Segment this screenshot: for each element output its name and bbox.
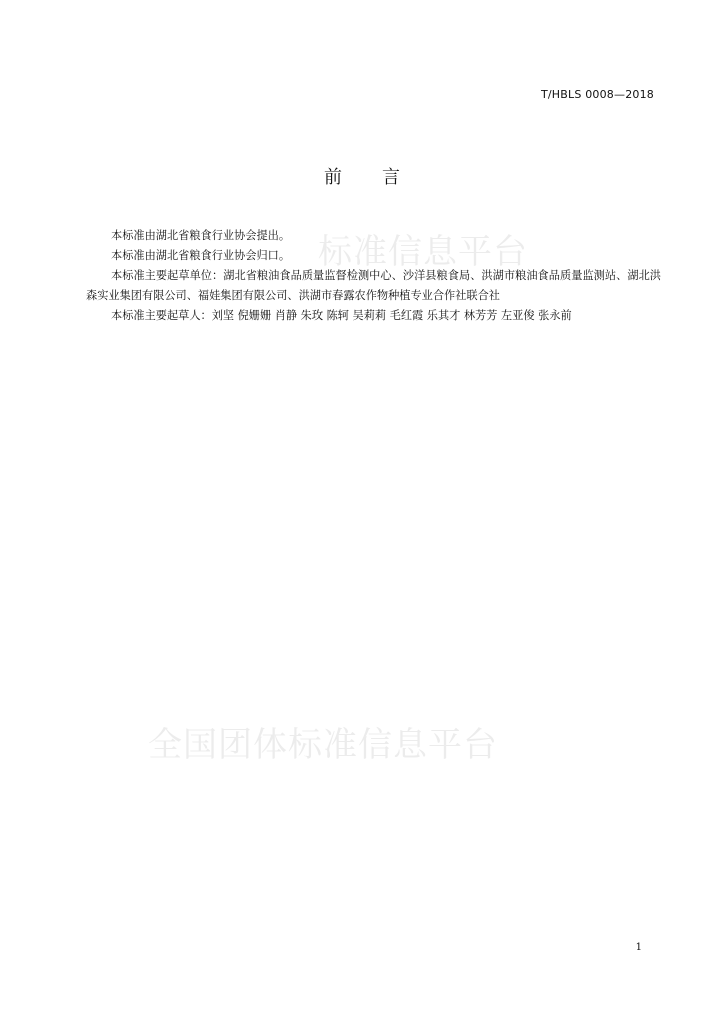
standard-code: T/HBLS 0008—2018 — [540, 88, 654, 101]
paragraph-drafters: 本标准主要起草人：刘坚 倪姗姗 肖静 朱玫 陈轲 吴莉莉 毛红霞 乐其才 林芳芳 左亚俊 张永前 — [111, 309, 572, 322]
paragraph-administrator: 本标准由湖北省粮食行业协会归口。 — [111, 249, 291, 262]
title-part-1: 前 — [324, 167, 342, 188]
title-part-2: 言 — [382, 167, 400, 188]
foreword-body — [86, 226, 661, 326]
page-title — [0, 163, 724, 189]
watermark-middle: 全国团体标准信息平台 — [148, 725, 498, 765]
page-number: 1 — [635, 942, 642, 953]
watermark-top: 标准信息平台 — [318, 232, 528, 272]
paragraph-proposer: 本标准由湖北省粮食行业协会提出。 — [111, 229, 291, 242]
paragraph-drafting-units: 本标准主要起草单位：湖北省粮油食品质量监督检测中心、沙洋县粮食局、洪湖市粮油食品质量监测站、湖北洪森实业集团有限公司、福娃集团有限公司、洪湖市春露农作物种植专业合作社联合社 — [86, 269, 661, 302]
